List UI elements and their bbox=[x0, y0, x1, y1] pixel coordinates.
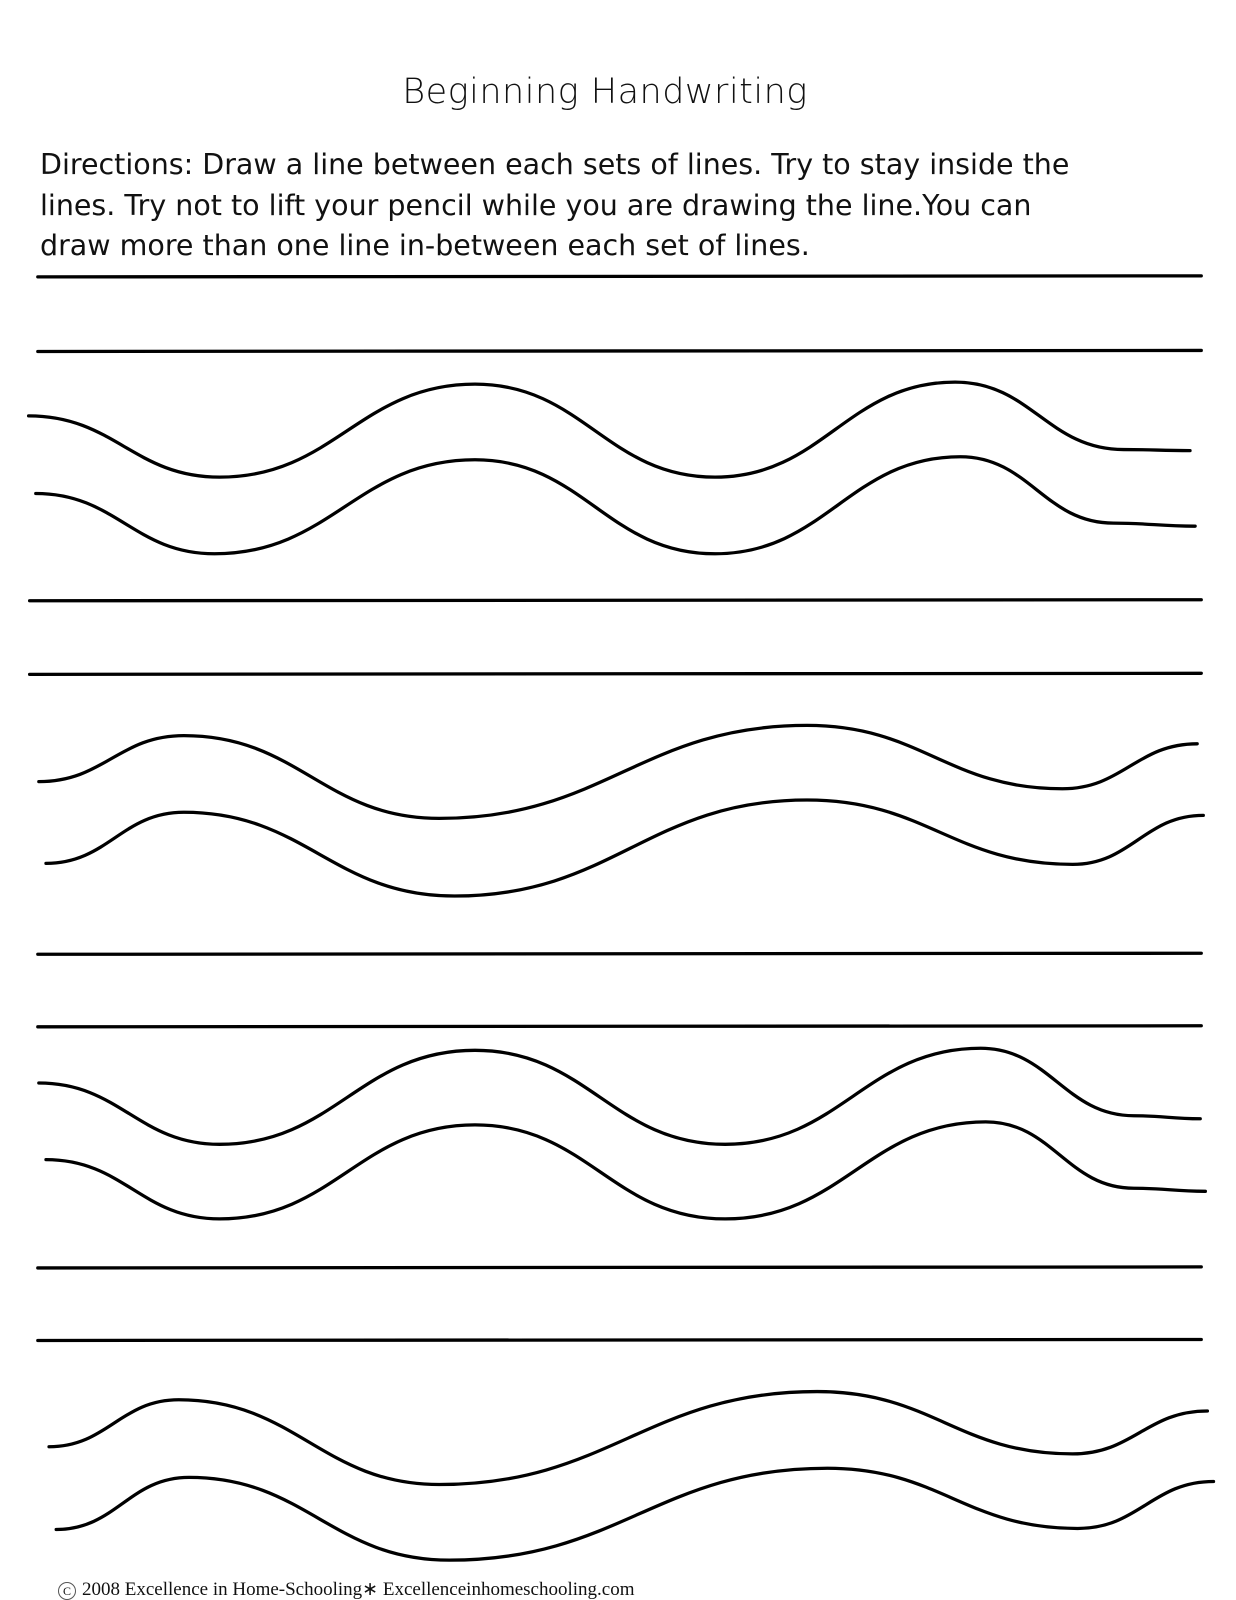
footer-copyright bbox=[58, 1578, 635, 1600]
wavy-guide-line bbox=[46, 800, 1203, 896]
straight-guide-line bbox=[38, 1339, 1201, 1341]
directions-line: Directions: Draw a line between each sets of lines. Try to stay inside the bbox=[40, 148, 1070, 181]
straight-guide-line bbox=[38, 1025, 1201, 1027]
wavy-guide-line bbox=[29, 382, 1190, 477]
wavy-guide-line bbox=[46, 1122, 1205, 1219]
wavy-guide-line bbox=[49, 1392, 1207, 1485]
directions-line: draw more than one line in-between each set of lines. bbox=[40, 229, 810, 262]
wavy-guide-line bbox=[36, 457, 1195, 554]
wavy-guide-line bbox=[39, 725, 1197, 818]
copyright-icon: C bbox=[58, 1582, 76, 1600]
straight-guide-line bbox=[38, 1266, 1201, 1268]
straight-guide-line bbox=[38, 350, 1201, 352]
directions-line: lines. Try not to lift your pencil while you are drawing the line.You can bbox=[40, 188, 1032, 222]
straight-guide-line bbox=[38, 275, 1201, 277]
straight-guide-line bbox=[38, 952, 1201, 954]
footer-text: 2008 Excellence in Home-Schooling∗ Excellenceinhomeschooling.com bbox=[82, 1579, 635, 1600]
straight-guide-line bbox=[30, 672, 1202, 674]
page-title: Beginning Handwriting bbox=[402, 72, 808, 112]
straight-guide-line bbox=[30, 599, 1202, 601]
wavy-guide-line bbox=[56, 1468, 1213, 1560]
